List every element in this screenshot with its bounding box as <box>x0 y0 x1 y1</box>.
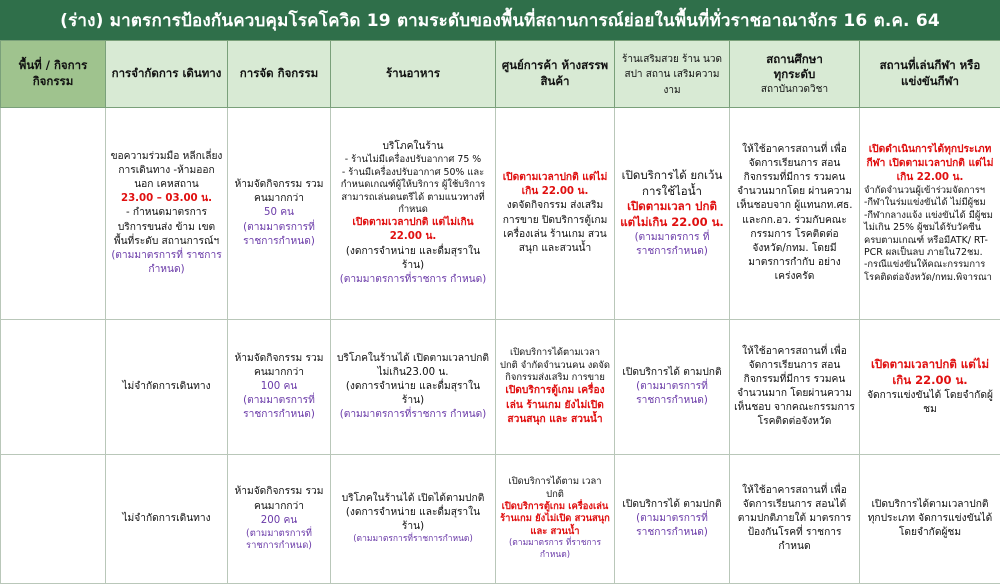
restaurant-text: (งดการจำหน่าย และดื่มสุราในร้าน) <box>335 245 491 273</box>
sport-text: จำกัดจำนวนผู้เข้าร่วมจัดการฯ -กีฬาในร่มแข่งขันได้ ไม่มีผู้ชม -กีฬากลางแจ้ง แข่งขันได้ มีผู้ชม ไม่เกิน 25% ผู้ชมได้รับวัคซีน ครบตามเกณฑ์ หรือมีATK/ RT-PCR ผลเป็นลบ ภายใน72ชม. -กรณีแข่งขันให้คณะกรรมการ โรคติดต่อจังหวัด/กทม.พิจารณา <box>864 185 996 284</box>
header-mall: ศูนย์การค้า ห้างสรรพสินค้า <box>496 41 615 108</box>
activity-note: (ตามมาตรการที่ ราชการกำหนด) <box>232 221 326 249</box>
header-school-line3: สถาบันกวดวิชา <box>733 83 856 97</box>
mall-cell <box>496 320 615 455</box>
sport-cell <box>860 320 1000 455</box>
activity-text: ห้ามจัดกิจกรรม รวมคนมากกว่า <box>232 178 326 206</box>
activity-note: (ตามมาตรการที่ ราชการกำหนด) <box>232 394 326 422</box>
activity-limit: 50 คน <box>232 206 326 220</box>
mall-text: เปิดบริการได้ตาม เวลาปกติ <box>500 476 610 501</box>
activity-text: ห้ามจัดกิจกรรม รวมคนมากกว่า <box>232 352 326 380</box>
school-cell <box>730 455 860 584</box>
mall-note: (ตามมาตรการ ที่ราชการกำหนด) <box>500 538 610 561</box>
restaurant-cell <box>331 455 496 584</box>
restaurant-cell <box>331 108 496 320</box>
header-school-line2: ทุกระดับ <box>733 67 856 83</box>
travel-curfew-time: 23.00 – 03.00 น. <box>110 192 223 206</box>
activity-text: ห้ามจัดกิจกรรม รวมคนมากกว่า <box>232 485 326 513</box>
travel-text: ขอความร่วมมือ หลีกเลี่ยงการเดินทาง -ห้ามออกนอก เคหสถาน <box>110 150 223 192</box>
restaurant-hours: เปิดตามเวลาปกติ แต่ไม่เกิน 22.00 น. <box>335 216 491 244</box>
restaurant-text: บริโภคในร้านได้ เปิดได้ตามปกติ <box>335 492 491 506</box>
zone-label-line: ควบคุม <box>3 187 103 214</box>
header-row <box>1 41 1000 108</box>
zone-label-line: พื้นที่ <box>3 160 103 187</box>
school-cell <box>730 320 860 455</box>
travel-cell <box>106 320 228 455</box>
table-row <box>1 108 1000 320</box>
restaurant-text: บริโภคในร้าน <box>335 140 491 154</box>
table-row <box>1 455 1000 584</box>
travel-cell <box>106 455 228 584</box>
beauty-note: (ตามมาตรการที่ ราชการกำหนด) <box>619 512 725 540</box>
header-travel: การจำกัดการ เดินทาง <box>106 41 228 108</box>
header-beauty-label: ร้านเสริมสวย ร้าน นวด สปา สถาน เสริมความงาม <box>622 54 722 96</box>
school-cell <box>730 108 860 320</box>
activity-cell <box>228 320 331 455</box>
beauty-cell <box>615 320 730 455</box>
activity-cell <box>228 455 331 584</box>
beauty-text: เปิดบริการได้ ตามปกติ <box>619 366 725 380</box>
activity-note: (ตามมาตรการที่ ราชการกำหนด) <box>232 528 326 553</box>
school-text: ให้ใช้อาคารสถานที่ เพื่อจัดการเรียนการ สอน กิจกรรมที่มีการ รวมคนจำนวนมาก โดยผ่านความเห็นชอบ จากคณะกรรมการ โรคติดต่อจังหวัด <box>734 345 855 429</box>
mall-hours: เปิดตามเวลาปกติ แต่ไม่เกิน 22.00 น. <box>500 171 610 199</box>
restaurant-text: บริโภคในร้านได้ เปิดตามเวลาปกติ ไม่เกิน23.00 น. <box>335 352 491 380</box>
zone-label-line: สูงสุดและ <box>3 214 103 241</box>
beauty-cell <box>615 108 730 320</box>
travel-cell <box>106 108 228 320</box>
mall-text: เปิดบริการได้ตามเวลา ปกติ จำกัดจำนวนคน งดจัดกิจกรรมส่งเสริม การขาย <box>500 347 610 384</box>
header-area: พื้นที่ / กิจการ กิจกรรม <box>1 41 106 108</box>
restaurant-note: (ตามมาตรการที่ราชการกำหนด) <box>335 534 491 546</box>
restaurant-text: - ร้านไม่มีเครื่องปรับอากาศ 75 % <box>335 154 491 166</box>
zone-cell-highest <box>1 320 106 455</box>
mall-cell <box>496 455 615 584</box>
restaurant-text: (งดการจำหน่าย และดื่มสุราในร้าน) <box>335 380 491 408</box>
activity-limit: 100 คน <box>232 380 326 394</box>
activity-cell <box>228 108 331 320</box>
beauty-cell <box>615 455 730 584</box>
restaurant-text: (งดการจำหน่าย และดื่มสุราในร้าน) <box>335 506 491 534</box>
beauty-text: เปิดบริการได้ ยกเว้น การใช้ไอน้ำ <box>619 168 725 200</box>
header-sport: สถานที่เล่นกีฬา หรือ แข่งขันกีฬา <box>860 41 1000 108</box>
zone-label-line: พื้นที่ <box>3 347 103 374</box>
restaurant-note: (ตามมาตรการที่ราชการ กำหนด) <box>335 408 491 422</box>
beauty-note: (ตามมาตรการ ที่ราชการกำหนด) <box>619 231 725 259</box>
header-beauty <box>615 41 730 108</box>
restaurant-note: (ตามมาตรการที่ราชการ กำหนด) <box>335 273 491 287</box>
restaurant-cell <box>331 320 496 455</box>
travel-text: - กำหนดมาตรการ บริการขนส่ง ข้าม เขตพื้นที่ระดับ สถานการณ์ฯ <box>110 206 223 248</box>
zone-label-line: ควบคุม <box>3 374 103 401</box>
beauty-hours: เปิดตามเวลา ปกติ แต่ไม่เกิน 22.00 น. <box>619 199 725 231</box>
restaurant-text: - ร้านมีเครื่องปรับอากาศ 50% และกำหนดเกณฑ์ผู้ให้บริการ ผู้ใช้บริการ สามารถเล่นดนตรีได้ ตามแนวทางที่กำหนด <box>335 167 491 217</box>
zone-label-line: สูงสุด <box>3 401 103 428</box>
school-text: ให้ใช้อาคารสถานที่ เพื่อจัดการเรียนการ สอนได้ตามปกติภายใต้ มาตรการป้องกันโรคที่ ราชการกำหนด <box>734 484 855 554</box>
table-row <box>1 320 1000 455</box>
travel-note: (ตามมาตรการที่ ราชการกำหนด) <box>110 249 223 277</box>
header-school <box>730 41 860 108</box>
header-activity: การจัด กิจกรรม <box>228 41 331 108</box>
page-title: (ร่าง) มาตรการป้องกันควบคุมโรคโควิด 19 ตามระดับของพื้นที่สถานการณ์ย่อยในพื้นที่ทั่วราชอาณาจักร 16 ต.ค. 64 <box>0 0 1000 40</box>
mall-games-status: เปิดบริการตู้เกม เครื่องเล่น ร้านเกม ยังไม่เปิด สวนสนุก และ สวนน้ำ <box>500 501 610 538</box>
sport-cell <box>860 455 1000 584</box>
beauty-text: เปิดบริการได้ ตามปกติ <box>619 498 725 512</box>
zone-label-line: เข้มงวด <box>3 241 103 268</box>
sport-cell <box>860 108 1000 320</box>
covid-measures-table <box>0 40 1000 584</box>
travel-text: ไม่จำกัดการเดินทาง <box>110 512 223 526</box>
mall-games-status: เปิดบริการตู้เกม เครื่องเล่น ร้านเกม ยังไม่เปิด สวนสนุก และ สวนน้ำ <box>500 384 610 426</box>
sport-hours: เปิดตามเวลาปกติ แต่ไม่เกิน 22.00 น. <box>864 357 996 389</box>
header-restaurant: ร้านอาหาร <box>331 41 496 108</box>
sport-hours: เปิดดำเนินการได้ทุกประเภท กีฬา เปิดตามเวลาปกติ แต่ไม่เกิน 22.00 น. <box>864 143 996 185</box>
mall-text: งดจัดกิจกรรม ส่งเสริมการขาย ปิดบริการตู้เกม เครื่องเล่น ร้านเกม สวนสนุก และสวนน้ำ <box>500 199 610 255</box>
mall-cell <box>496 108 615 320</box>
sport-text: จัดการแข่งขันได้ โดยจำกัดผู้ชม <box>864 389 996 417</box>
activity-limit: 200 คน <box>232 514 326 528</box>
header-school-line1: สถานศึกษา <box>733 52 856 68</box>
beauty-note: (ตามมาตรการที่ ราชการกำหนด) <box>619 380 725 408</box>
zone-label-line: พื้นที่ <box>3 492 103 519</box>
zone-cell-strict <box>1 108 106 320</box>
zone-label-line: ควบคุม <box>3 519 103 546</box>
travel-text: ไม่จำกัดการเดินทาง <box>110 380 223 394</box>
sport-text: เปิดบริการได้ตามเวลาปกติ ทุกประเภท จัดการแข่งขันได้ โดยจำกัดผู้ชม <box>864 498 996 540</box>
zone-cell-controlled <box>1 455 106 584</box>
school-text: ให้ใช้อาคารสถานที่ เพื่อจัดการเรียนการ สอน กิจกรรมที่มีการ รวมคนจำนวนมากโดย ผ่านความเห็นชอบจาก ผู้แทนกท.ศธ. และกก.อว. ร่วมกับคณะกรรมการ โรคติดต่อจังหวัด/กทม. โดยมีมาตรการกำกับ อย่างเคร่งครัด <box>734 143 855 284</box>
